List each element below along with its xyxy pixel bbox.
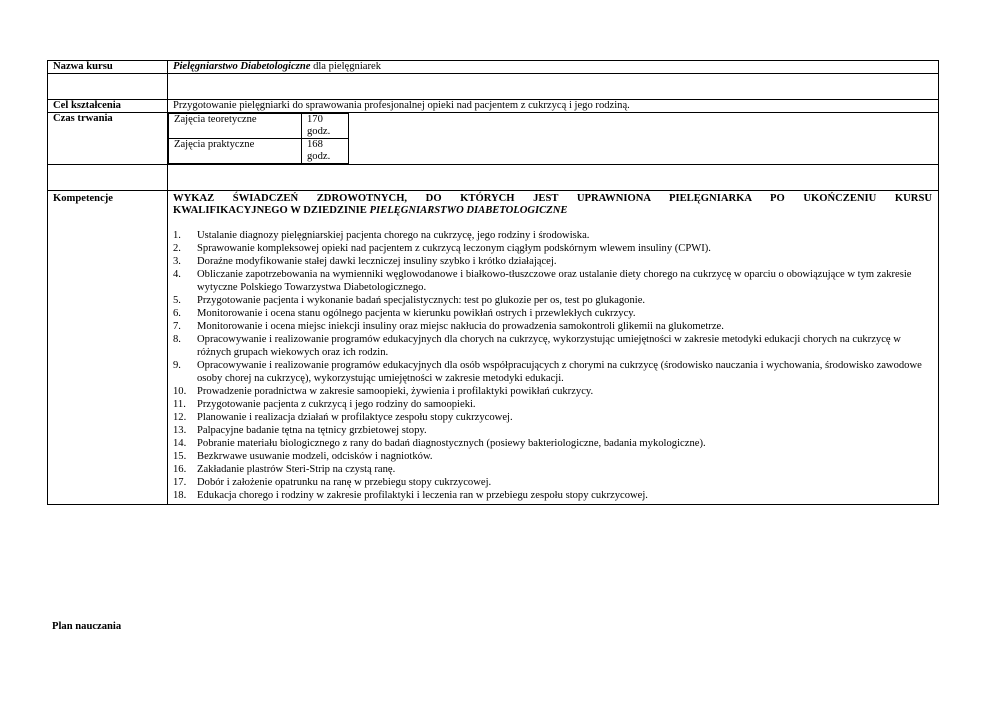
competences-row xyxy=(48,191,939,505)
list-item xyxy=(173,268,932,294)
duration-practice-row xyxy=(169,139,349,164)
list-item xyxy=(173,411,932,424)
list-item-text: Monitorowanie i ocena miejsc iniekcji insuliny oraz miejsc nakłucia do prowadzenia samokontroli glikemii na glukometrze. xyxy=(197,321,724,332)
competences-list xyxy=(173,229,932,502)
list-item xyxy=(173,437,932,450)
goal-label: Cel kształcenia xyxy=(48,100,168,113)
list-item-text: Opracowywanie i realizowanie programów edukacyjnych dla chorych na cukrzycę, wykorzystując umiejętności w zakresie metodyki edukacji chorych na cukrzycę w różnych grupach wiekowych oraz ich rodzin. xyxy=(197,334,901,358)
list-item-number: 3. xyxy=(173,256,181,267)
duration-hours: 170 godz. xyxy=(302,114,349,139)
list-item-text: Monitorowanie i ocena stanu ogólnego pacjenta w kierunku powikłań ostrych i przewlekłych cukrzycy. xyxy=(197,308,636,319)
list-item-text: Palpacyjne badanie tętna na tętnicy grzbietowej stopy. xyxy=(197,425,427,436)
plan-heading: Plan nauczania xyxy=(52,621,122,632)
list-item-number: 14. xyxy=(173,438,187,449)
course-name-row xyxy=(48,61,939,74)
list-item-number: 15. xyxy=(173,451,187,462)
list-item-text: Opracowywanie i realizowanie programów edukacyjnych dla osób współpracujących z chorymi na cukrzycę (środowisko nauczania i wychowania, środowisko zawodowe osoby chorej na cukrzycę), wykorzystując umiejętności w zakresie metodyki edukacji. xyxy=(197,360,922,384)
competences-heading-line1: WYKAZ ŚWIADCZEŃ ZDROWOTNYCH, DO KTÓRYCH JEST UPRAWNIONA PIELĘGNIARKA PO UKOŃCZENIU KURSU xyxy=(173,193,932,204)
list-item-text: Prowadzenie poradnictwa w zakresie samoopieki, żywienia i profilaktyki powikłań cukrzycy. xyxy=(197,386,594,397)
list-item-text: Pobranie materiału biologicznego z rany do badań diagnostycznych (posiewy bakteriologiczne, badania mykologiczne). xyxy=(197,438,706,449)
competences-label: Kompetencje xyxy=(48,191,168,505)
list-item-number: 6. xyxy=(173,308,181,319)
list-item xyxy=(173,255,932,268)
list-item-text: Bezkrwawe usuwanie modzeli, odcisków i nagniotków. xyxy=(197,451,433,462)
list-item xyxy=(173,489,932,502)
course-name-rest: dla pielęgniarek xyxy=(310,61,382,72)
list-item-text: Przygotowanie pacjenta z cukrzycą i jego rodziny do samoopieki. xyxy=(197,399,476,410)
list-item-number: 17. xyxy=(173,477,187,488)
list-item-number: 11. xyxy=(173,399,186,410)
empty-row xyxy=(48,165,939,191)
list-item-number: 7. xyxy=(173,321,181,332)
goal-value: Przygotowanie pielęgniarki do sprawowania profesjonalnej opieki nad pacjentem z cukrzycą i jego rodziną. xyxy=(168,100,939,113)
list-item-number: 16. xyxy=(173,464,187,475)
list-item xyxy=(173,242,932,255)
duration-theory-row xyxy=(169,114,349,139)
list-item-text: Zakładanie plastrów Steri-Strip na czystą ranę. xyxy=(197,464,396,475)
list-item xyxy=(173,398,932,411)
list-item xyxy=(173,463,932,476)
list-item-text: Przygotowanie pacjenta i wykonanie badań specjalistycznych: test po glukozie per os, test po glukagonie. xyxy=(197,295,646,306)
list-item-number: 13. xyxy=(173,425,187,436)
list-item-number: 12. xyxy=(173,412,187,423)
list-item-text: Doraźne modyfikowanie stałej dawki leczniczej insuliny szybko i krótko działającej. xyxy=(197,256,557,267)
list-item xyxy=(173,307,932,320)
list-item-number: 9. xyxy=(173,360,181,371)
course-name-italic: Pielęgniarstwo Diabetologiczne xyxy=(173,61,311,72)
duration-type: Zajęcia teoretyczne xyxy=(169,114,302,139)
list-item xyxy=(173,229,932,242)
course-info-table xyxy=(47,60,939,505)
list-item xyxy=(173,333,932,359)
competences-value xyxy=(168,191,939,505)
list-item-text: Dobór i założenie opatrunku na ranę w przebiegu stopy cukrzycowej. xyxy=(197,477,492,488)
list-item xyxy=(173,359,932,385)
competences-heading-line2: KWALIFIKACYJNEGO W DZIEDZINIE PIELĘGNIARSTWO DIABETOLOGICZNE xyxy=(173,205,568,216)
list-item-number: 8. xyxy=(173,334,181,345)
list-item-number: 4. xyxy=(173,269,181,280)
duration-row xyxy=(48,113,939,165)
duration-label: Czas trwania xyxy=(48,113,168,165)
list-item-number: 10. xyxy=(173,386,187,397)
empty-row xyxy=(48,74,939,100)
duration-value xyxy=(168,113,939,165)
competences-heading xyxy=(173,193,932,217)
list-item xyxy=(173,450,932,463)
list-item xyxy=(173,320,932,333)
list-item-number: 18. xyxy=(173,490,187,501)
list-item-text: Sprawowanie kompleksowej opieki nad pacjentem z cukrzycą leczonym ciągłym podskórnym wlewem insuliny (CPWI). xyxy=(197,243,711,254)
duration-type: Zajęcia praktyczne xyxy=(169,139,302,164)
list-item-text: Planowanie i realizacja działań w profilaktyce zespołu stopy cukrzycowej. xyxy=(197,412,513,423)
list-item-number: 1. xyxy=(173,230,181,241)
list-item-text: Ustalanie diagnozy pielęgniarskiej pacjenta chorego na cukrzycę, jego rodziny i środowiska. xyxy=(197,230,590,241)
list-item xyxy=(173,476,932,489)
duration-hours: 168 godz. xyxy=(302,139,349,164)
list-item xyxy=(173,385,932,398)
list-item-number: 2. xyxy=(173,243,181,254)
list-item-text: Obliczanie zapotrzebowania na wymienniki węglowodanowe i białkowo-tłuszczowe oraz ustalanie diety chorego na cukrzycę w oparciu o obowiązujące w tym zakresie wytyczne Polskiego Towarzystwa Diabetologicznego. xyxy=(197,269,912,293)
list-item xyxy=(173,294,932,307)
list-item-number: 5. xyxy=(173,295,181,306)
list-item xyxy=(173,424,932,437)
list-item-text: Edukacja chorego i rodziny w zakresie profilaktyki i leczenia ran w przebiegu zespołu stopy cukrzycowej. xyxy=(197,490,648,501)
course-name-value xyxy=(168,61,939,74)
duration-table xyxy=(168,113,349,164)
goal-row xyxy=(48,100,939,113)
course-name-label: Nazwa kursu xyxy=(48,61,168,74)
